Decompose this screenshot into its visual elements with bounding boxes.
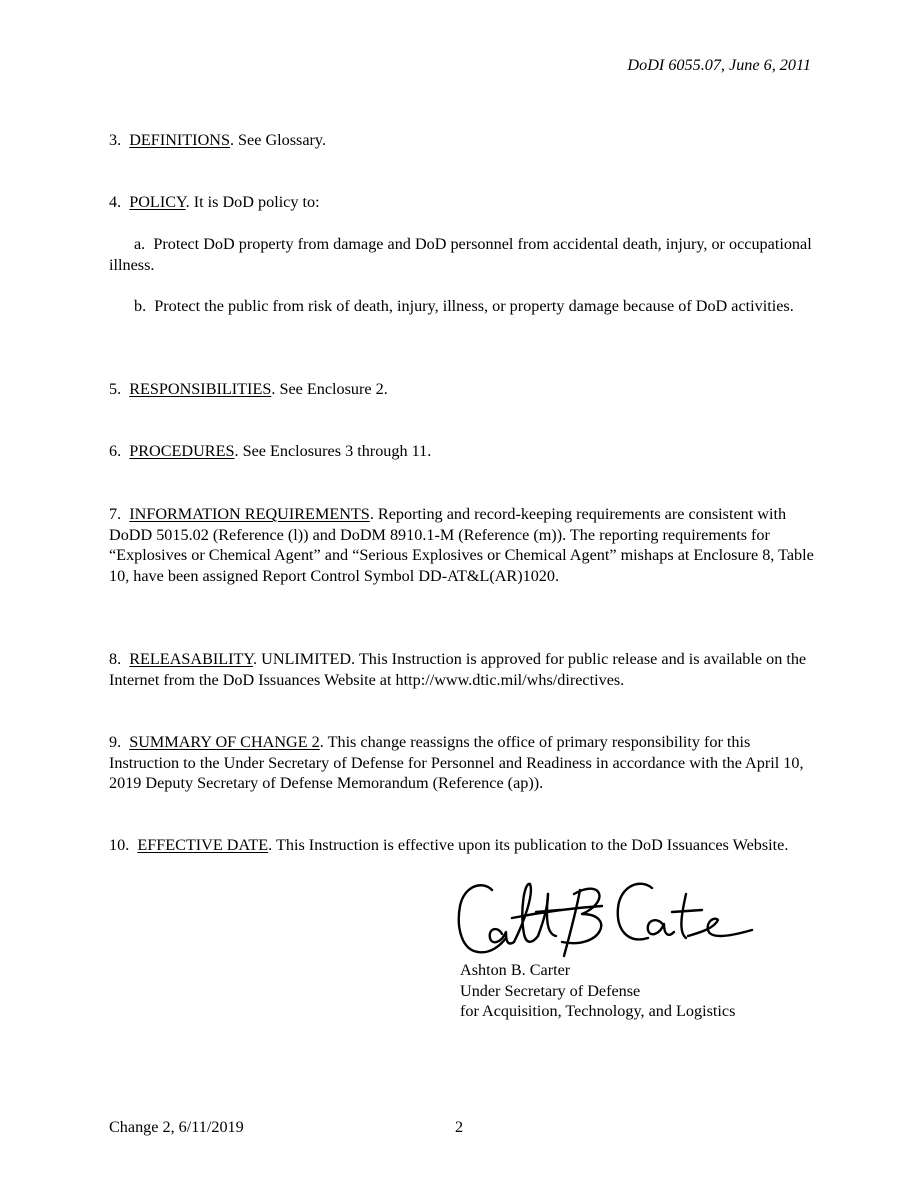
section-information-requirements [109, 504, 814, 587]
signatory-title-line-2: for Acquisition, Technology, and Logistics [460, 1002, 736, 1021]
signatory-name: Ashton B. Carter [460, 961, 571, 979]
footer-change-note: Change 2, 6/11/2019 [109, 1118, 244, 1136]
signature-block [460, 960, 820, 1022]
section-heading: SUMMARY OF CHANGE 2 [129, 733, 320, 751]
section-responsibilities [109, 379, 814, 400]
policy-item-b [109, 296, 814, 317]
section-number: 8. [109, 650, 122, 668]
section-releasability [109, 649, 814, 690]
policy-item-text: Protect DoD property from damage and DoD personnel from accidental death, injury, or occupational illness. [109, 235, 812, 274]
page-number: 2 [455, 1118, 464, 1136]
section-procedures [109, 441, 814, 462]
section-number: 6. [109, 442, 122, 460]
section-effective-date [109, 835, 814, 856]
policy-item-text: Protect the public from risk of death, injury, illness, or property damage because of DoD activities. [154, 297, 794, 315]
section-number: 5. [109, 380, 122, 398]
policy-item-label: a. [134, 235, 146, 253]
section-number: 4. [109, 193, 122, 211]
section-heading: INFORMATION REQUIREMENTS [129, 505, 370, 523]
section-heading: EFFECTIVE DATE [137, 836, 269, 854]
section-text: . Reporting and record-keeping requirements are consistent with DoDD 5015.02 (Reference (l)) and DoDM 8910.1-M (Reference (m)). The reporting requirements for “Explosives or Chemical Agent” and “Serious Explosives or Chemical Agent” mishaps at Enclosure 8, Table 10, have been assigned Report Control Symbol DD-AT&L(AR)1020. [109, 505, 814, 586]
handwritten-signature [452, 872, 774, 964]
section-summary-of-change [109, 732, 814, 794]
section-heading: POLICY [129, 193, 186, 211]
section-text: . This Instruction is effective upon its publication to the DoD Issuances Website. [268, 836, 789, 854]
section-definitions [109, 130, 814, 151]
section-number: 10. [109, 836, 130, 854]
section-text: . This change reassigns the office of primary responsibility for this Instruction to the Under Secretary of Defense for Personnel and Readiness in accordance with the April 10, 2019 Deputy Secretary of Defense Memorandum (Reference (ap)). [109, 733, 804, 793]
policy-item-a [109, 234, 814, 275]
section-heading: RELEASABILITY [129, 650, 254, 668]
section-text: . See Enclosure 2. [271, 380, 388, 398]
section-text: . See Glossary. [229, 131, 327, 149]
section-text: . It is DoD policy to: [185, 193, 320, 211]
section-number: 7. [109, 505, 122, 523]
section-number: 9. [109, 733, 122, 751]
section-heading: DEFINITIONS [129, 131, 230, 149]
section-heading: PROCEDURES [129, 442, 235, 460]
signatory-title-line-1: Under Secretary of Defense [460, 981, 641, 1000]
running-header: DoDI 6055.07, June 6, 2011 [627, 56, 811, 74]
section-text: . UNLIMITED. This Instruction is approved for public release and is available on the Internet from the DoD Issuances Website at http://www.dtic.mil/whs/directives. [109, 650, 807, 689]
section-heading: RESPONSIBILITIES [129, 380, 272, 398]
policy-item-label: b. [134, 297, 147, 315]
section-text: . See Enclosures 3 through 11. [234, 442, 432, 460]
section-number: 3. [109, 131, 122, 149]
section-policy [109, 192, 814, 213]
